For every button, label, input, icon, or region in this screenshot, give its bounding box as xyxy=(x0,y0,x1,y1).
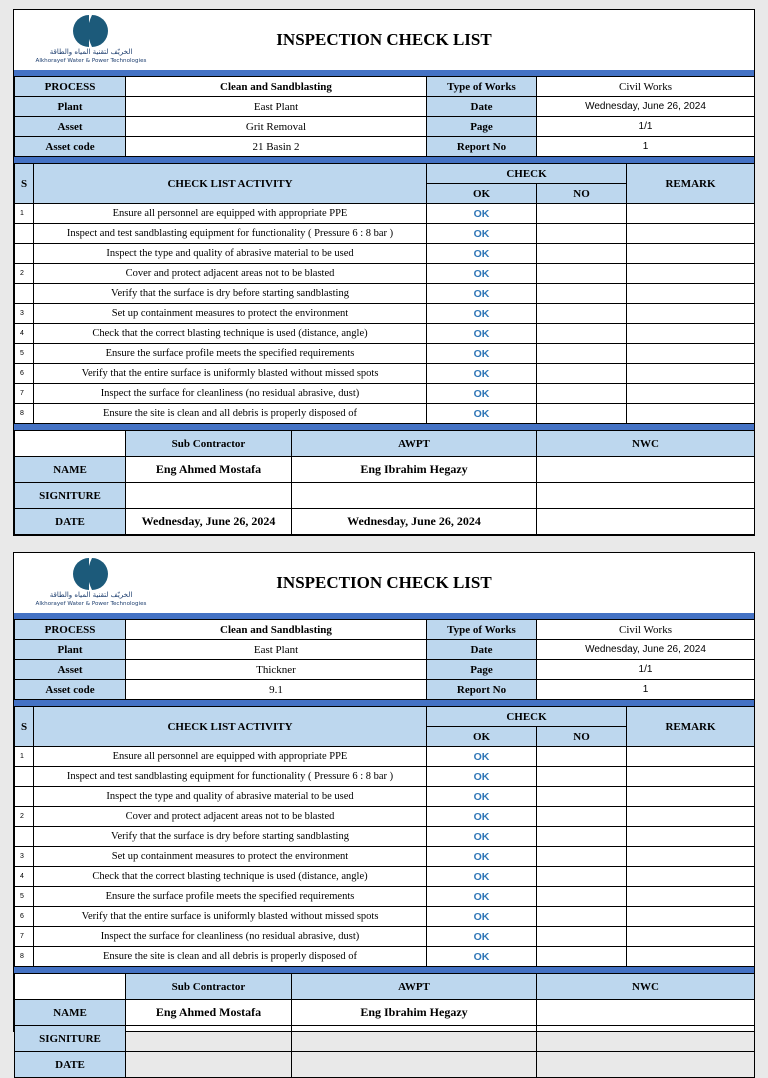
activity-text: Check that the correct blasting technique is used (distance, angle) xyxy=(34,324,427,344)
row-number: 6 xyxy=(15,364,34,384)
sub-contractor-header: Sub Contractor xyxy=(126,431,292,457)
remark-cell xyxy=(627,887,755,907)
no-cell xyxy=(537,767,627,787)
ok-mark: OK xyxy=(427,867,537,887)
activity-table xyxy=(14,706,755,967)
info-table xyxy=(14,76,755,157)
activity-row xyxy=(15,887,755,907)
sheet-header xyxy=(14,553,754,613)
remark-cell xyxy=(627,284,755,304)
remark-header: REMARK xyxy=(627,164,755,204)
activity-text: Inspect the type and quality of abrasive material to be used xyxy=(34,787,427,807)
activity-row xyxy=(15,404,755,424)
remark-cell xyxy=(627,907,755,927)
activity-row xyxy=(15,767,755,787)
inspection-sheet xyxy=(13,552,755,1071)
page-value: 1/1 xyxy=(537,660,755,680)
remark-cell xyxy=(627,204,755,224)
info-row xyxy=(15,117,755,137)
awpt-signature xyxy=(292,483,537,509)
process-value: Clean and Sandblasting xyxy=(126,77,427,97)
no-cell xyxy=(537,324,627,344)
activity-row xyxy=(15,827,755,847)
row-number xyxy=(15,787,34,807)
sub-contractor-header: Sub Contractor xyxy=(126,974,292,1000)
row-number: 1 xyxy=(15,204,34,224)
row-number: 7 xyxy=(15,384,34,404)
nwc-header: NWC xyxy=(537,431,755,457)
remark-header: REMARK xyxy=(627,707,755,747)
ok-mark: OK xyxy=(427,847,537,867)
name-label: NAME xyxy=(15,457,126,483)
logo-arabic-text: الخريّف لتقنية المياه والطاقة xyxy=(49,591,133,599)
check-header: CHECK xyxy=(427,707,627,727)
no-cell xyxy=(537,927,627,947)
blank-cell xyxy=(15,431,126,457)
remark-cell xyxy=(627,304,755,324)
date-row-label: DATE xyxy=(15,1052,126,1078)
ok-mark: OK xyxy=(427,747,537,767)
row-number: 2 xyxy=(15,264,34,284)
report-no-value: 1 xyxy=(537,680,755,700)
row-number xyxy=(15,284,34,304)
sub-contractor-signature xyxy=(126,1026,292,1052)
activity-text: Inspect and test sandblasting equipment for functionality ( Pressure 6 : 8 bar ) xyxy=(34,767,427,787)
row-number: 2 xyxy=(15,807,34,827)
plant-value: East Plant xyxy=(126,640,427,660)
activity-row xyxy=(15,787,755,807)
ok-mark: OK xyxy=(427,384,537,404)
name-label: NAME xyxy=(15,1000,126,1026)
sub-contractor-name: Eng Ahmed Mostafa xyxy=(126,457,292,483)
awpt-date: Wednesday, June 26, 2024 xyxy=(292,509,537,535)
sub-contractor-date xyxy=(126,1052,292,1078)
nwc-signature xyxy=(537,1026,755,1052)
activity-text: Cover and protect adjacent areas not to be blasted xyxy=(34,807,427,827)
remark-cell xyxy=(627,847,755,867)
activity-text: Verify that the surface is dry before starting sandblasting xyxy=(34,827,427,847)
awpt-name: Eng Ibrahim Hegazy xyxy=(292,1000,537,1026)
no-cell xyxy=(537,204,627,224)
activity-header: CHECK LIST ACTIVITY xyxy=(34,707,427,747)
plant-value: East Plant xyxy=(126,97,427,117)
ok-mark: OK xyxy=(427,927,537,947)
date-value: Wednesday, June 26, 2024 xyxy=(537,640,755,660)
remark-cell xyxy=(627,364,755,384)
type-of-works-label: Type of Works xyxy=(427,77,537,97)
sheet-header xyxy=(14,10,754,70)
nwc-header: NWC xyxy=(537,974,755,1000)
sub-contractor-name: Eng Ahmed Mostafa xyxy=(126,1000,292,1026)
asset-label: Asset xyxy=(15,117,126,137)
ok-mark: OK xyxy=(427,324,537,344)
info-table xyxy=(14,619,755,700)
signature-label: SIGNITURE xyxy=(15,483,126,509)
activity-text: Set up containment measures to protect the environment xyxy=(34,304,427,324)
ok-mark: OK xyxy=(427,947,537,967)
page-title: INSPECTION CHECK LIST xyxy=(276,30,492,49)
remark-cell xyxy=(627,344,755,364)
row-number: 6 xyxy=(15,907,34,927)
awpt-name: Eng Ibrahim Hegazy xyxy=(292,457,537,483)
ok-mark: OK xyxy=(427,244,537,264)
activity-text: Ensure the surface profile meets the specified requirements xyxy=(34,344,427,364)
activity-row xyxy=(15,304,755,324)
remark-cell xyxy=(627,264,755,284)
remark-cell xyxy=(627,927,755,947)
nwc-date xyxy=(537,509,755,535)
no-cell xyxy=(537,344,627,364)
no-cell xyxy=(537,364,627,384)
asset-value: Thickner xyxy=(126,660,427,680)
remark-cell xyxy=(627,244,755,264)
nwc-name xyxy=(537,457,755,483)
ok-mark: OK xyxy=(427,284,537,304)
nwc-date xyxy=(537,1052,755,1078)
blank-cell xyxy=(15,974,126,1000)
report-no-label: Report No xyxy=(427,680,537,700)
page-title: INSPECTION CHECK LIST xyxy=(276,573,492,592)
s-header: S xyxy=(15,164,34,204)
page-value: 1/1 xyxy=(537,117,755,137)
page-label: Page xyxy=(427,660,537,680)
activity-row xyxy=(15,747,755,767)
awpt-date xyxy=(292,1052,537,1078)
no-header: NO xyxy=(537,727,627,747)
report-no-label: Report No xyxy=(427,137,537,157)
activity-text: Inspect the type and quality of abrasive material to be used xyxy=(34,244,427,264)
signature-table xyxy=(14,973,755,1078)
remark-cell xyxy=(627,767,755,787)
asset-code-value: 9.1 xyxy=(126,680,427,700)
ok-mark: OK xyxy=(427,344,537,364)
no-cell xyxy=(537,787,627,807)
activity-text: Ensure all personnel are equipped with appropriate PPE xyxy=(34,204,427,224)
type-of-works-value: Civil Works xyxy=(537,620,755,640)
activity-row xyxy=(15,927,755,947)
nwc-name xyxy=(537,1000,755,1026)
type-of-works-value: Civil Works xyxy=(537,77,755,97)
awpt-header: AWPT xyxy=(292,431,537,457)
activity-text: Inspect the surface for cleanliness (no residual abrasive, dust) xyxy=(34,927,427,947)
ok-mark: OK xyxy=(427,807,537,827)
activity-text: Ensure the site is clean and all debris is properly disposed of xyxy=(34,947,427,967)
activity-row xyxy=(15,324,755,344)
date-label: Date xyxy=(427,97,537,117)
activity-row xyxy=(15,224,755,244)
remark-cell xyxy=(627,747,755,767)
signature-table xyxy=(14,430,755,535)
ok-header: OK xyxy=(427,184,537,204)
no-cell xyxy=(537,284,627,304)
info-row xyxy=(15,97,755,117)
ok-mark: OK xyxy=(427,304,537,324)
page-label: Page xyxy=(427,117,537,137)
ok-header: OK xyxy=(427,727,537,747)
asset-code-label: Asset code xyxy=(15,680,126,700)
activity-row xyxy=(15,364,755,384)
ok-mark: OK xyxy=(427,364,537,384)
remark-cell xyxy=(627,384,755,404)
remark-cell xyxy=(627,827,755,847)
check-header: CHECK xyxy=(427,164,627,184)
awpt-header: AWPT xyxy=(292,974,537,1000)
ok-mark: OK xyxy=(427,787,537,807)
activity-text: Verify that the entire surface is uniformly blasted without missed spots xyxy=(34,364,427,384)
report-no-value: 1 xyxy=(537,137,755,157)
activity-row xyxy=(15,847,755,867)
row-number xyxy=(15,767,34,787)
no-cell xyxy=(537,807,627,827)
process-label: PROCESS xyxy=(15,77,126,97)
date-value: Wednesday, June 26, 2024 xyxy=(537,97,755,117)
asset-value: Grit Removal xyxy=(126,117,427,137)
no-cell xyxy=(537,827,627,847)
plant-label: Plant xyxy=(15,640,126,660)
activity-row xyxy=(15,264,755,284)
info-row xyxy=(15,660,755,680)
row-number: 5 xyxy=(15,887,34,907)
remark-cell xyxy=(627,807,755,827)
row-number xyxy=(15,827,34,847)
row-number xyxy=(15,224,34,244)
activity-text: Check that the correct blasting technique is used (distance, angle) xyxy=(34,867,427,887)
activity-text: Cover and protect adjacent areas not to be blasted xyxy=(34,264,427,284)
remark-cell xyxy=(627,787,755,807)
no-cell xyxy=(537,384,627,404)
logo-english-text: Alkhorayef Water & Power Technologies xyxy=(35,601,147,607)
activity-text: Verify that the entire surface is uniformly blasted without missed spots xyxy=(34,907,427,927)
ok-mark: OK xyxy=(427,767,537,787)
date-label: Date xyxy=(427,640,537,660)
row-number: 3 xyxy=(15,304,34,324)
no-header: NO xyxy=(537,184,627,204)
activity-text: Ensure all personnel are equipped with appropriate PPE xyxy=(34,747,427,767)
signature-label: SIGNITURE xyxy=(15,1026,126,1052)
activity-row xyxy=(15,284,755,304)
no-cell xyxy=(537,907,627,927)
remark-cell xyxy=(627,404,755,424)
date-row-label: DATE xyxy=(15,509,126,535)
no-cell xyxy=(537,264,627,284)
ok-mark: OK xyxy=(427,887,537,907)
s-header: S xyxy=(15,707,34,747)
logo-english-text: Alkhorayef Water & Power Technologies xyxy=(35,58,147,64)
activity-text: Ensure the site is clean and all debris is properly disposed of xyxy=(34,404,427,424)
activity-header: CHECK LIST ACTIVITY xyxy=(34,164,427,204)
no-cell xyxy=(537,244,627,264)
logo-arabic-text: الخريّف لتقنية المياه والطاقة xyxy=(49,48,133,56)
no-cell xyxy=(537,224,627,244)
info-row xyxy=(15,680,755,700)
ok-mark: OK xyxy=(427,224,537,244)
no-cell xyxy=(537,887,627,907)
activity-row xyxy=(15,384,755,404)
plant-label: Plant xyxy=(15,97,126,117)
remark-cell xyxy=(627,867,755,887)
asset-label: Asset xyxy=(15,660,126,680)
row-number xyxy=(15,244,34,264)
remark-cell xyxy=(627,947,755,967)
sub-contractor-date: Wednesday, June 26, 2024 xyxy=(126,509,292,535)
no-cell xyxy=(537,847,627,867)
no-cell xyxy=(537,404,627,424)
activity-row xyxy=(15,947,755,967)
info-row xyxy=(15,77,755,97)
activity-text: Inspect and test sandblasting equipment for functionality ( Pressure 6 : 8 bar ) xyxy=(34,224,427,244)
activity-row xyxy=(15,807,755,827)
ok-mark: OK xyxy=(427,827,537,847)
activity-text: Set up containment measures to protect the environment xyxy=(34,847,427,867)
no-cell xyxy=(537,867,627,887)
asset-code-value: 21 Basin 2 xyxy=(126,137,427,157)
asset-code-label: Asset code xyxy=(15,137,126,157)
activity-text: Inspect the surface for cleanliness (no residual abrasive, dust) xyxy=(34,384,427,404)
awpt-signature xyxy=(292,1026,537,1052)
ok-mark: OK xyxy=(427,204,537,224)
row-number: 4 xyxy=(15,867,34,887)
activity-text: Verify that the surface is dry before starting sandblasting xyxy=(34,284,427,304)
no-cell xyxy=(537,304,627,324)
row-number: 3 xyxy=(15,847,34,867)
activity-row xyxy=(15,204,755,224)
info-row xyxy=(15,620,755,640)
ok-mark: OK xyxy=(427,264,537,284)
row-number: 8 xyxy=(15,947,34,967)
process-label: PROCESS xyxy=(15,620,126,640)
type-of-works-label: Type of Works xyxy=(427,620,537,640)
inspection-sheet xyxy=(13,9,755,536)
activity-row xyxy=(15,244,755,264)
info-row xyxy=(15,137,755,157)
remark-cell xyxy=(627,324,755,344)
info-row xyxy=(15,640,755,660)
remark-cell xyxy=(627,224,755,244)
process-value: Clean and Sandblasting xyxy=(126,620,427,640)
row-number: 5 xyxy=(15,344,34,364)
ok-mark: OK xyxy=(427,404,537,424)
row-number: 1 xyxy=(15,747,34,767)
row-number: 4 xyxy=(15,324,34,344)
activity-text: Ensure the surface profile meets the specified requirements xyxy=(34,887,427,907)
no-cell xyxy=(537,747,627,767)
ok-mark: OK xyxy=(427,907,537,927)
no-cell xyxy=(537,947,627,967)
row-number: 8 xyxy=(15,404,34,424)
sub-contractor-signature xyxy=(126,483,292,509)
activity-row xyxy=(15,867,755,887)
activity-row xyxy=(15,344,755,364)
activity-row xyxy=(15,907,755,927)
row-number: 7 xyxy=(15,927,34,947)
activity-table xyxy=(14,163,755,424)
nwc-signature xyxy=(537,483,755,509)
